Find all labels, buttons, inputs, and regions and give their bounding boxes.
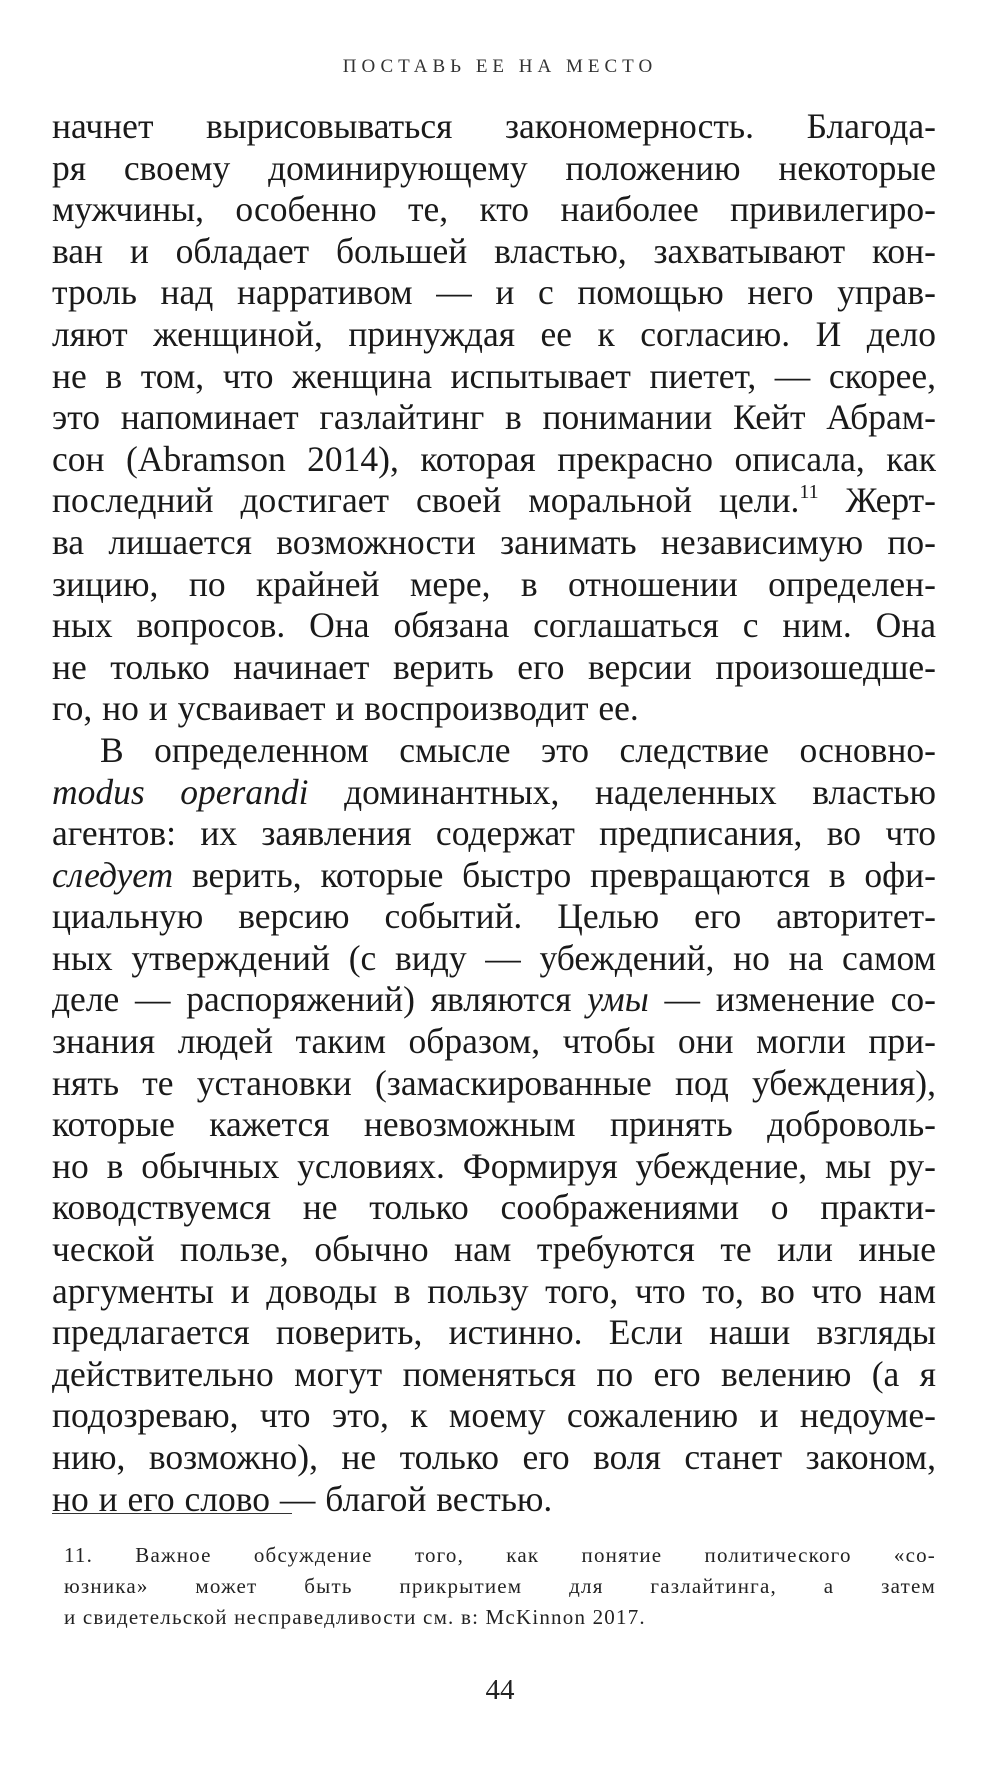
running-head: ПОСТАВЬ ЕЕ НА МЕСТО (342, 56, 658, 77)
text-line: мужчины, особенно те, кто наиболее привилегиро- (52, 189, 936, 230)
main-text (52, 106, 936, 1520)
text-line: сон (Abramson 2014), которая прекрасно описала, как (52, 438, 936, 479)
text-line: ляют женщиной, принуждая ее к согласию. И дело (52, 313, 936, 354)
text-line (52, 480, 936, 522)
text-line: не в том, что женщина испытывает пиетет, — скорее, (52, 355, 936, 396)
text-line: действительно могут поменяться по его велению (а я (52, 1353, 936, 1394)
page-number: 44 (485, 1674, 515, 1706)
text-segment: Жерт- (818, 480, 936, 521)
italic-phrase: умы (587, 979, 649, 1020)
text-line (52, 855, 936, 897)
text-segment: последний достигает своей моральной цели. (52, 480, 800, 521)
text-line: но и его слово — благой вестью. (52, 1478, 553, 1519)
text-line: предлагается поверить, истинно. Если наши взгляды (52, 1312, 936, 1353)
text-line: ческой пользе, обычно нам требуются те или иные (52, 1229, 936, 1270)
text-line: ря своему доминирующему положению некоторые (52, 147, 936, 188)
italic-phrase: следует (52, 854, 174, 895)
text-line: зицию, по крайней мере, в отношении определен- (52, 563, 936, 604)
text-line: нять те установки (замаскированные под убеждения), (52, 1062, 936, 1103)
italic-phrase: modus operandi (52, 771, 309, 812)
text-line: нию, возможно), не только его воля станет законом, (52, 1437, 936, 1477)
footnote-11 (52, 1540, 936, 1633)
text-line: троль над нарративом — и с помощью него управ- (52, 272, 936, 313)
footnote-line: 11. Важное обсуждение того, как понятие политического «со- (64, 1543, 936, 1567)
text-line: ководствуемся не только соображениями о практи- (52, 1187, 936, 1228)
text-line: но в обычных условиях. Формируя убеждение, мы ру- (52, 1145, 936, 1186)
text-line: ван и обладает большей властью, захватывают кон- (52, 230, 936, 271)
text-line: В определенном смысле это следствие основно- (100, 729, 936, 770)
text-segment: доминантных, наделенных властью (308, 771, 936, 812)
text-line: циальную версию событий. Целью его авторитет- (52, 896, 936, 937)
text-line: агентов: их заявления содержат предписания, во что (52, 813, 936, 854)
text-line: не только начинает верить его версии произошедше- (52, 646, 936, 687)
text-line: аргументы и доводы в пользу того, что то, во что нам (52, 1270, 936, 1311)
text-segment: — изменение со- (648, 979, 937, 1020)
text-line: ва лишается возможности занимать независимую по- (52, 521, 936, 562)
footnote-line: юзника» может быть прикрытием для газлайтинга, а затем (64, 1574, 936, 1598)
text-line: ных вопросов. Она обязана соглашаться с ним. Она (52, 605, 936, 646)
text-line: подозреваю, что это, к моему сожалению и недоуме- (52, 1395, 936, 1436)
text-segment: деле — распоряжений) являются (52, 979, 588, 1020)
footnote-divider (52, 1513, 292, 1514)
text-line: которые кажется невозможным принять доброволь- (52, 1104, 936, 1145)
text-line: го, но и усваивает и воспроизводит ее. (52, 688, 639, 729)
text-line: ных утверждений (с виду — убеждений, но на самом (52, 937, 936, 978)
text-line: знания людей таким образом, чтобы они могли при- (52, 1021, 936, 1062)
text-line (52, 772, 936, 814)
text-line: это напоминает газлайтинг в понимании Кейт Абрам- (52, 397, 936, 438)
text-segment: верить, которые быстро превращаются в офи- (173, 854, 936, 895)
text-line: начнет вырисовываться закономерность. Благода- (52, 106, 936, 146)
footnote-line: и свидетельской несправедливости см. в: McKinnon 2017. (64, 1605, 646, 1629)
text-line (52, 979, 936, 1021)
footnote-reference[interactable]: 11 (799, 481, 819, 504)
